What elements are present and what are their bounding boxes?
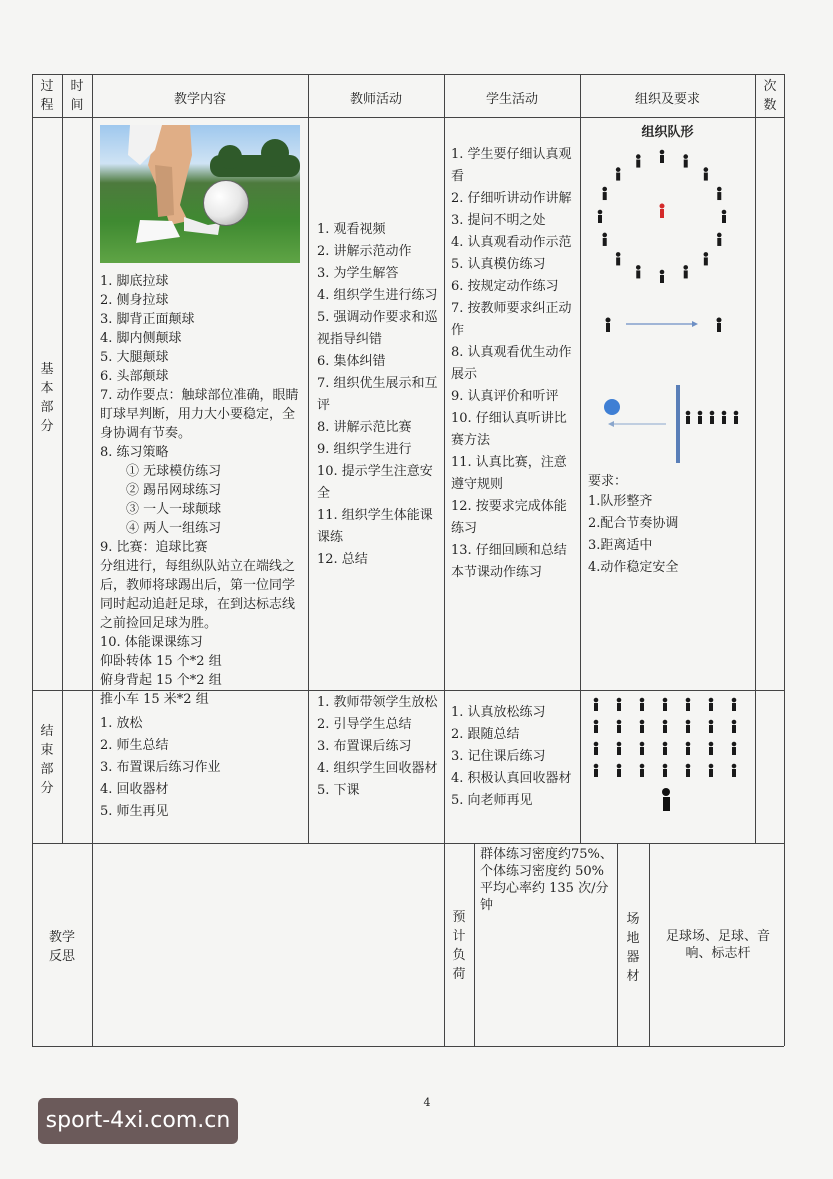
student-activity-item: 12. 按要求完成体能练习	[451, 499, 567, 536]
student-figure-icon	[704, 252, 709, 265]
student-figure-icon	[663, 742, 668, 755]
student-figure-icon	[683, 154, 688, 167]
teacher-activity-item: 12. 总结	[317, 552, 368, 567]
teacher-activity-item: 8. 讲解示范比赛	[317, 420, 412, 435]
basic-content-list	[100, 272, 304, 709]
content-item: 6. 头部颠球	[100, 369, 169, 384]
student-figure-icon	[732, 698, 737, 711]
student-figure-icon	[617, 720, 622, 733]
requirement-item: 1.队形整齐	[588, 494, 653, 509]
load-text: 群体练习密度约75%、个体练习密度约 50% 平均心率约 135 次/分钟	[480, 847, 613, 913]
student-figure-icon	[640, 720, 645, 733]
student-activity-item: 11. 认真比赛，注意遵守规则	[451, 455, 567, 492]
student-activity-item: 6. 按规定动作练习	[451, 279, 559, 294]
student-figure-icon	[616, 252, 621, 265]
content-item: ③ 一人一球颠球	[126, 502, 222, 517]
teacher-activity-item: 9. 组织学生进行	[317, 442, 412, 457]
student-figure-icon	[704, 167, 709, 180]
header-count: 次数	[763, 79, 777, 113]
content-item: 9. 比赛：追球比赛	[100, 540, 208, 555]
student-activity-item: 7. 按教师要求纠正动作	[451, 301, 572, 338]
header-time: 时间	[70, 79, 84, 113]
student-figure-icon	[683, 265, 688, 278]
student-figure-icon	[686, 698, 691, 711]
content-item: 分组进行，每组纵队站立在端线之后，教师将球踢出后，第一位同学同时起动追赶足球，在到达标志线之前捡回足球为胜。	[100, 559, 296, 631]
content-item: 8. 练习策略	[100, 445, 169, 460]
content-item: 4. 脚内侧颠球	[100, 331, 182, 346]
football-photo	[100, 125, 300, 263]
basic-student-list	[451, 144, 575, 584]
formation-diagram	[580, 140, 755, 500]
student-activity-item: 4. 积极认真回收器材	[451, 771, 572, 786]
arrow-left-icon	[608, 421, 666, 427]
org-title: 组织队形	[641, 125, 694, 140]
header-content: 教学内容	[173, 92, 226, 107]
student-figure-icon	[732, 742, 737, 755]
teacher-activity-item: 6. 集体纠错	[317, 354, 386, 369]
pole-icon	[676, 385, 680, 463]
content-item: ② 踢吊网球练习	[126, 483, 222, 498]
end-content-list	[100, 713, 304, 823]
student-figure-icon	[709, 720, 714, 733]
teacher-activity-item: 5. 下课	[317, 783, 360, 798]
student-figure-icon	[602, 187, 607, 200]
content-item: 4. 回收器材	[100, 782, 169, 797]
content-item: 俯身背起 15 个*2 组	[100, 673, 222, 688]
student-figure-icon	[663, 720, 668, 733]
student-activity-item: 2. 跟随总结	[451, 727, 520, 742]
student-figure-icon	[709, 764, 714, 777]
teacher-activity-item: 5. 强调动作要求和巡视指导纠错	[317, 310, 438, 347]
student-figure-icon	[594, 698, 599, 711]
student-activity-item: 3. 记住课后练习	[451, 749, 546, 764]
student-figure-icon	[640, 764, 645, 777]
student-figure-icon	[660, 270, 665, 283]
student-activity-item: 5. 向老师再见	[451, 793, 533, 808]
teacher-activity-item: 10. 提示学生注意安全	[317, 464, 433, 501]
content-item: 2. 侧身拉球	[100, 293, 169, 308]
student-activity-item: 10. 仔细认真听讲比赛方法	[451, 411, 567, 448]
student-activity-item: 8. 认真观看优生动作展示	[451, 345, 572, 382]
teacher-figure-icon	[662, 788, 670, 811]
requirements-list	[588, 491, 748, 579]
student-figure-icon	[717, 233, 722, 246]
student-activity-item: 13. 仔细回顾和总结本节课动作练习	[451, 543, 567, 580]
student-figure-icon	[640, 698, 645, 711]
content-item: 7. 动作要点：触球部位准确，眼睛盯球早判断，用力大小要稳定，全身协调有节奏。	[100, 388, 299, 441]
teacher-activity-item: 1. 观看视频	[317, 222, 386, 237]
student-figure-icon	[636, 265, 641, 278]
student-figure-icon	[722, 210, 727, 223]
teacher-activity-item: 7. 组织优生展示和互评	[317, 376, 438, 413]
content-item: 2. 师生总结	[100, 738, 169, 753]
requirement-item: 3.距离适中	[588, 538, 653, 553]
content-item: 1. 放松	[100, 716, 143, 731]
student-figure-icon	[594, 720, 599, 733]
student-figure-icon	[709, 698, 714, 711]
content-item: 推小车 15 米*2 组	[100, 692, 209, 707]
content-item: ④ 两人一组练习	[126, 521, 222, 536]
teacher-activity-item: 1. 教师带领学生放松	[317, 695, 438, 710]
teacher-activity-item: 2. 讲解示范动作	[317, 244, 412, 259]
teacher-activity-item: 3. 为学生解答	[317, 266, 399, 281]
student-figure-icon	[686, 764, 691, 777]
content-item: ① 无球模仿练习	[126, 464, 222, 479]
student-activity-item: 4. 认真观看动作示范	[451, 235, 572, 250]
student-figure-icon	[660, 150, 665, 163]
student-figure-icon	[732, 720, 737, 733]
student-activity-item: 1. 学生要仔细认真观看	[451, 147, 572, 184]
student-figure-icon	[663, 764, 668, 777]
student-figure-icon	[732, 764, 737, 777]
content-item: 5. 大腿颠球	[100, 350, 169, 365]
content-item: 10. 体能课课练习	[100, 635, 203, 650]
student-figure-icon	[594, 742, 599, 755]
student-activity-item: 3. 提问不明之处	[451, 213, 546, 228]
header-student: 学生活动	[485, 92, 538, 107]
requirement-item: 2.配合节奏协调	[588, 516, 679, 531]
student-figure-icon	[617, 698, 622, 711]
end-teacher-list	[317, 692, 439, 802]
teacher-activity-item: 2. 引导学生总结	[317, 717, 412, 732]
teacher-activity-item: 3. 布置课后练习	[317, 739, 412, 754]
student-figure-icon	[686, 742, 691, 755]
student-figure-icon	[617, 764, 622, 777]
student-figure-icon	[598, 210, 603, 223]
student-activity-item: 5. 认真模仿练习	[451, 257, 546, 272]
header-org: 组织及要求	[634, 92, 700, 107]
venue-text: 足球场、足球、音响、标志杆	[665, 929, 770, 961]
load-label: 预计负荷	[452, 910, 466, 982]
student-figure-icon	[602, 233, 607, 246]
student-figure-icon	[640, 742, 645, 755]
student-figure-icon	[686, 720, 691, 733]
student-activity-item: 9. 认真评价和听评	[451, 389, 559, 404]
student-figure-icon	[617, 742, 622, 755]
student-figure-icon	[636, 154, 641, 167]
page-number: 4	[423, 1096, 431, 1109]
reflection-label: 教学反思	[48, 930, 75, 964]
section-label-basic: 基本部分	[40, 362, 54, 434]
teacher-activity-item: 4. 组织学生进行练习	[317, 288, 438, 303]
basic-teacher-list	[317, 219, 439, 571]
student-activity-item: 1. 认真放松练习	[451, 705, 546, 720]
content-item: 仰卧转体 15 个*2 组	[100, 654, 222, 669]
section-label-end: 结束部分	[40, 724, 54, 796]
student-figure-icon	[717, 187, 722, 200]
student-activity-item: 2. 仔细听讲动作讲解	[451, 191, 572, 206]
red-figure-icon	[660, 204, 665, 219]
arrow-right-icon	[626, 321, 698, 327]
header-teacher: 教师活动	[349, 92, 402, 107]
student-figure-icon	[594, 764, 599, 777]
student-figure-icon	[709, 742, 714, 755]
venue-label: 场地器材	[626, 912, 640, 984]
end-formation-diagram	[580, 692, 755, 822]
student-figure-icon	[663, 698, 668, 711]
content-item: 3. 脚背正面颠球	[100, 312, 195, 327]
content-item: 3. 布置课后练习作业	[100, 760, 221, 775]
requirement-item: 4.动作稳定安全	[588, 560, 679, 575]
ball-icon	[604, 399, 620, 415]
teacher-activity-item: 4. 组织学生回收器材	[317, 761, 438, 776]
content-item: 5. 师生再见	[100, 804, 169, 819]
content-item: 1. 脚底拉球	[100, 274, 169, 289]
req-title: 要求：	[588, 474, 628, 489]
teacher-activity-item: 11. 组织学生体能课课练	[317, 508, 433, 545]
header-process: 过程	[40, 79, 54, 113]
end-student-list	[451, 702, 575, 812]
watermark: sport-4xi.com.cn	[38, 1098, 238, 1144]
student-figure-icon	[616, 167, 621, 180]
